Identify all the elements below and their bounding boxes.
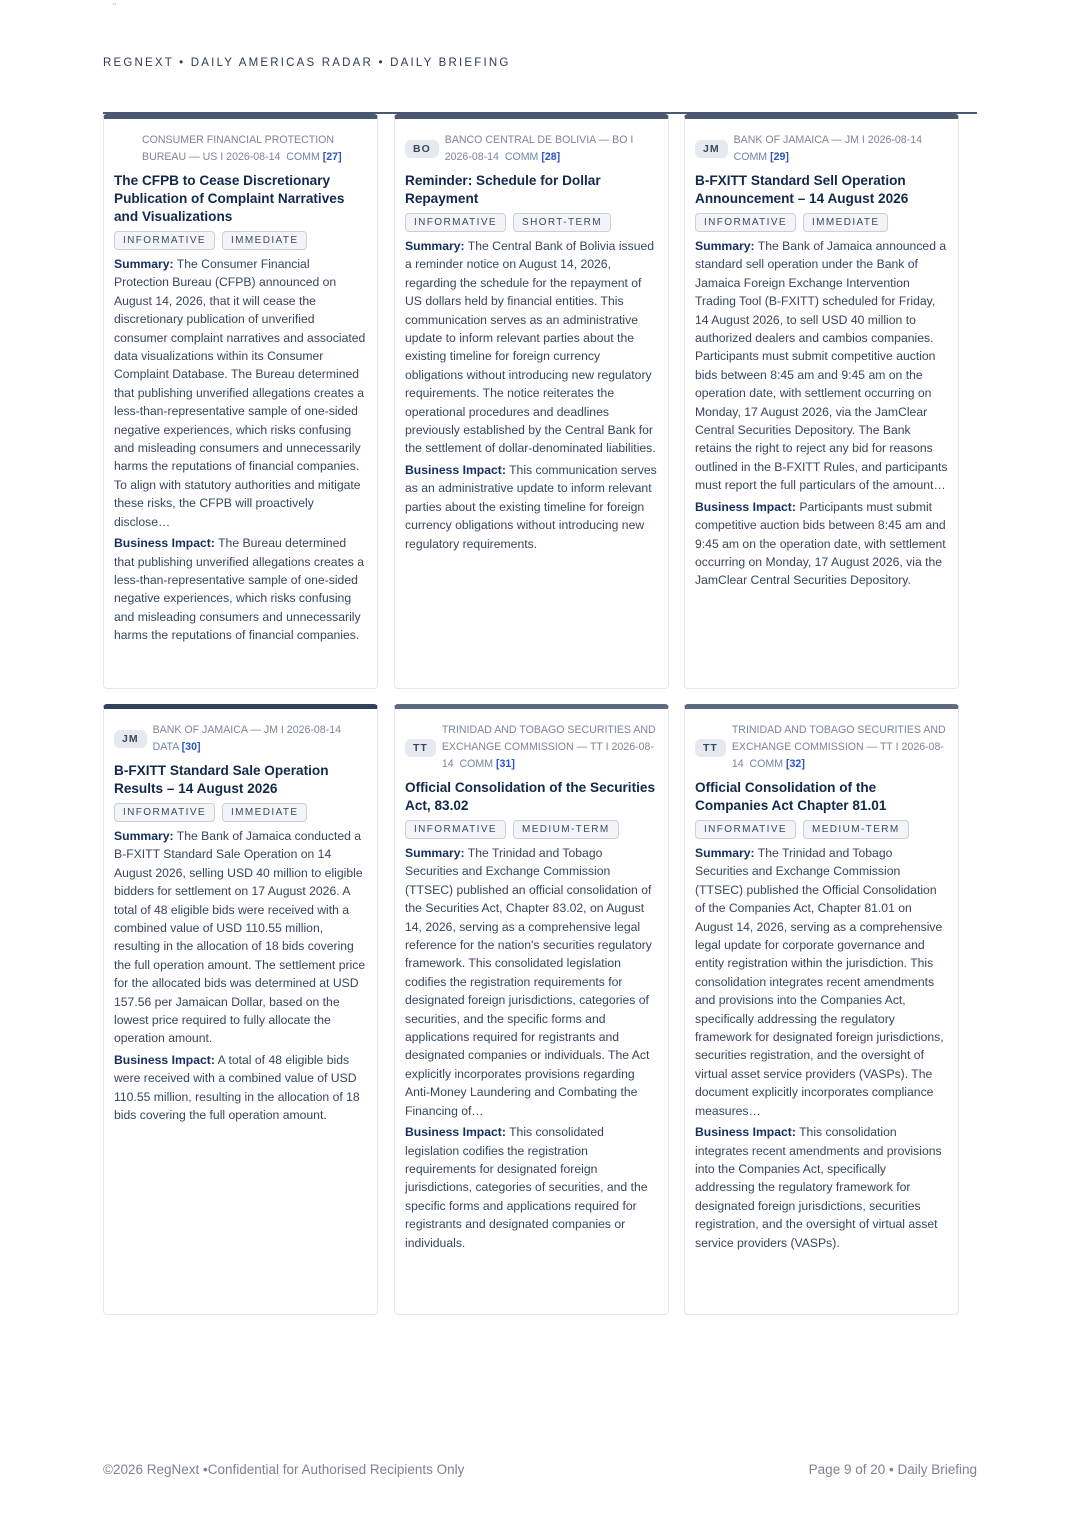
tag-list [405, 213, 658, 232]
card-title: Reminder: Schedule for Dollar Repayment [405, 173, 601, 206]
card-title: Official Consolidation of the Companies Act Chapter 81.01 [695, 780, 887, 813]
reference-link[interactable]: [32] [786, 758, 805, 770]
jurisdiction-badge: JM [114, 730, 147, 748]
item-kind: COMM [733, 151, 768, 163]
summary-label: Summary: [695, 846, 755, 860]
tag-timeline: MEDIUM-TERM [803, 820, 909, 839]
summary-paragraph [114, 255, 367, 531]
summary-paragraph [405, 237, 658, 458]
source-name: TRINIDAD AND TOBAGO SECURITIES AND EXCHANGE COMMISSION — TT I 2026-08-14 [441, 724, 656, 770]
summary-label: Summary: [405, 239, 465, 253]
tag-impact-level: INFORMATIVE [695, 213, 796, 232]
source-name: BANK OF JAMAICA — JM I 2026-08-14 [733, 134, 922, 146]
source-name: TRINIDAD AND TOBAGO SECURITIES AND EXCHANGE COMMISSION — TT I 2026-08-14 [731, 724, 946, 770]
reference-link[interactable]: [27] [322, 151, 342, 163]
card-meta [405, 722, 658, 773]
jurisdiction-badge: TT [695, 739, 726, 757]
impact-text: Participants must submit competitive auction bids between 8:45 am and 9:45 am on the operation date, with settlement occurring on Monday, 17 August 2026, via the JamClear Central Securities Depository. [695, 499, 946, 588]
impact-text: This communication serves as an administrative update to inform relevant parties about the existing timeline for foreign currency obligations without introducing new regulatory requirements. [405, 462, 657, 551]
impact-label: Business Impact: [695, 499, 796, 514]
summary-paragraph [695, 237, 948, 495]
summary-text: The Consumer Financial Protection Bureau (CFPB) announced on August 14, 2026, that it will cease the discretionary publication of unverified consumer complaint narratives and associated data visualizations within its Consumer Complaint Database. The Bureau determined that publishing unverified allegations creates a less-than-representative sample of one-sided negative experiences, which risks confusing and misleading consumers and unnecessarily harms the reputations of financial companies. To align with statutory authorities and mitigate these risks, the CFPB will proactively disclose… [114, 257, 366, 529]
reference-link[interactable]: [30] [181, 741, 201, 753]
tag-timeline: IMMEDIATE [222, 231, 307, 250]
card-meta [405, 132, 658, 166]
tag-impact-level: INFORMATIVE [695, 820, 796, 839]
source-name: BANK OF JAMAICA — JM I 2026-08-14 [152, 724, 341, 736]
summary-label: Summary: [114, 257, 174, 271]
card-title: B-FXITT Standard Sell Operation Announcement – 14 August 2026 [695, 173, 909, 206]
summary-paragraph [114, 827, 367, 1048]
impact-label: Business Impact: [695, 1125, 796, 1140]
impact-paragraph [114, 1051, 367, 1125]
tag-impact-level: INFORMATIVE [405, 820, 506, 839]
summary-label: Summary: [114, 829, 174, 843]
card-source [445, 132, 658, 166]
summary-text: The Trinidad and Tobago Securities and Exchange Commission (TTSEC) published the Official Consolidation of the Companies Act, Chapter 81.01 on August 14, 2026, serving as a comprehensive legal update for corporate governance and entity registration within the jurisdiction. This consolidation integrates recent amendments and provisions into the Companies Act, specifically addressing the regulatory framework for designated foreign jurisdictions, securities registration, and the oversight of virtual asset service providers (VASPs). The document explicitly incorporates compliance measures… [695, 846, 944, 1118]
summary-text: The Trinidad and Tobago Securities and Exchange Commission (TTSEC) published an official consolidation of the Securities Act, Chapter 83.02, on August 14, 2026, serving as a comprehensive legal reference for the nation's securities regulatory framework. This consolidated legislation codifies the registration requirements for designated foreign jurisdictions, categories of securities, and the specific forms and applications required for registrants and designated companies or individuals. The Act explicitly incorporates provisions regarding Anti-Money Laundering and Combating the Financing of… [405, 846, 652, 1118]
impact-label: Business Impact: [405, 462, 506, 477]
card-source [442, 722, 658, 773]
item-kind: COMM [286, 151, 320, 163]
impact-paragraph [405, 461, 658, 553]
tag-timeline: MEDIUM-TERM [513, 820, 619, 839]
briefing-card [684, 704, 959, 1315]
impact-label: Business Impact: [114, 536, 215, 551]
card-source [153, 722, 367, 756]
footer-page-number: Page 9 of 20 • Daily Briefing [808, 1462, 977, 1477]
tag-impact-level: INFORMATIVE [114, 231, 215, 250]
impact-label: Business Impact: [114, 1052, 215, 1067]
impact-paragraph [114, 534, 367, 644]
tag-impact-level: INFORMATIVE [114, 803, 215, 822]
tag-impact-level: INFORMATIVE [405, 213, 506, 232]
jurisdiction-badge: JM [695, 140, 728, 158]
card-meta [114, 722, 367, 756]
card-title: The CFPB to Cease Discretionary Publication of Complaint Narratives and Visualizations [114, 173, 345, 224]
tag-list [695, 213, 948, 232]
source-name: CONSUMER FINANCIAL PROTECTION BUREAU — US I 2026-08-14 [142, 134, 335, 163]
header-mark: " [113, 2, 117, 11]
page-breadcrumb: REGNEXT • DAILY AMERICAS RADAR • DAILY BRIEFING [103, 57, 511, 69]
summary-label: Summary: [405, 846, 465, 860]
impact-paragraph [695, 498, 948, 590]
card-title: B-FXITT Standard Sale Operation Results – 14 August 2026 [114, 763, 329, 796]
summary-text: The Bank of Jamaica announced a standard sell operation under the Bank of Jamaica Foreign Exchange Intervention Trading Tool (B-FXITT) scheduled for Friday, 14 August 2026, to sell USD 40 million to authorized dealers and cambios companies. Participants must submit competitive auction bids between 8:45 am and 9:45 am on the operation date, with settlement occurring on Monday, 17 August 2026, via the JamClear Central Securities Depository. The Bank retains the right to reject any bid for reasons outlined in the B-FXITT Rules, and participants must report the full particulars of the amount… [695, 239, 948, 493]
summary-text: The Central Bank of Bolivia issued a reminder notice on August 14, 2026, regarding the schedule for the repayment of US dollars held by financial entities. This communication serves as an administrative update to inform relevant parties about the existing timeline for foreign currency obligations without introducing new regulatory requirements. The notice reiterates the operational procedures and deadlines previously established by the Central Bank for the settlement of dollar-denominated liabilities. [405, 239, 656, 456]
tag-list [114, 231, 367, 250]
card-title: Official Consolidation of the Securities Act, 83.02 [405, 780, 656, 813]
footer-copyright: ©2026 RegNext •Confidential for Authorised Recipients Only [103, 1462, 465, 1477]
summary-text: The Bank of Jamaica conducted a B-FXITT Standard Sale Operation on 14 August 2026, selling USD 40 million to eligible bidders for settlement on 17 August 2026. A total of 48 eligible bids were received with a combined value of USD 110.55 million, resulting in the allocation of 18 bids covering the full operation amount. The settlement price for the allocated bids was determined at USD 157.56 per Jamaican Dollar, based on the lowest price required to fully allocate the operation amount. [114, 829, 366, 1046]
briefing-card [103, 114, 378, 689]
card-source [732, 722, 948, 773]
impact-paragraph [695, 1123, 948, 1252]
tag-list [405, 820, 658, 839]
impact-text: This consolidation integrates recent amendments and provisions into the Companies Act, specifically addressing the regulatory framework for designated foreign jurisdictions, securities registration, and the oversight of virtual asset service providers (VASPs). [695, 1125, 942, 1250]
jurisdiction-badge: BO [405, 140, 439, 158]
briefing-card [394, 704, 669, 1315]
impact-paragraph [405, 1123, 658, 1252]
item-kind: COMM [459, 758, 494, 770]
tag-list [114, 803, 367, 822]
tag-timeline: SHORT-TERM [513, 213, 611, 232]
item-kind: DATA [152, 741, 179, 753]
impact-text: This consolidated legislation codifies the registration requirements for designated foreign jurisdictions, categories of securities, and the specific forms and applications required for registrants and designated companies or individuals. [405, 1125, 648, 1250]
impact-label: Business Impact: [405, 1125, 506, 1140]
card-source [142, 132, 367, 166]
card-meta [695, 722, 948, 773]
item-kind: COMM [504, 151, 539, 163]
card-source [734, 132, 948, 166]
briefing-card [394, 114, 669, 689]
summary-paragraph [695, 844, 948, 1120]
summary-paragraph [405, 844, 658, 1120]
jurisdiction-badge: TT [405, 739, 436, 757]
reference-link[interactable]: [29] [770, 151, 789, 163]
impact-text: The Bureau determined that publishing unverified allegations creates a less-than-representative sample of one-sided negative experiences, which risks confusing and misleading consumers and unnecessarily harms the reputations of financial companies. [114, 536, 365, 643]
tag-list [695, 820, 948, 839]
briefing-card [103, 704, 378, 1315]
jurisdiction-badge [114, 146, 136, 152]
briefing-card [684, 114, 959, 689]
tag-timeline: IMMEDIATE [222, 803, 307, 822]
reference-link[interactable]: [31] [496, 758, 515, 770]
item-kind: COMM [749, 758, 784, 770]
source-name: BANCO CENTRAL DE BOLIVIA — BO I 2026-08-14 [444, 134, 634, 163]
card-meta [114, 132, 367, 166]
summary-label: Summary: [695, 239, 755, 253]
reference-link[interactable]: [28] [541, 151, 561, 163]
card-meta [695, 132, 948, 166]
tag-timeline: IMMEDIATE [803, 213, 888, 232]
impact-text: A total of 48 eligible bids were received with a combined value of USD 110.55 million, resulting in the allocation of 18 bids covering the full operation amount. [114, 1052, 360, 1123]
